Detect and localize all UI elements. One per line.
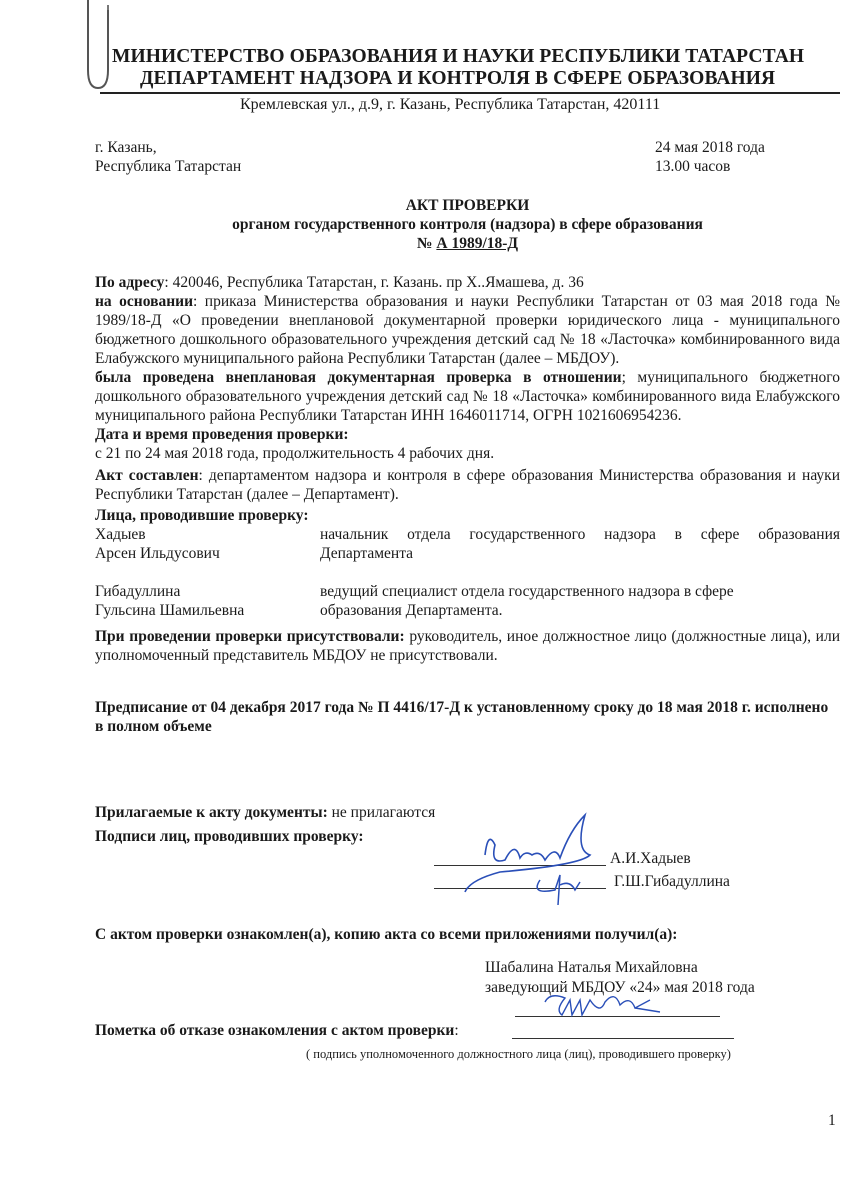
text: руководитель, иное должностное лицо (должностные лица), или уполномоченный представитель МБДОУ не присутствовали. xyxy=(95,628,841,664)
act-time: 13.00 часов xyxy=(655,158,731,175)
act-number xyxy=(95,234,840,253)
ministry-title: МИНИСТЕРСТВО ОБРАЗОВАНИЯ И НАУКИ РЕСПУБЛИКИ ТАТАРСТАН xyxy=(112,46,805,67)
act-title: АКТ ПРОВЕРКИ xyxy=(405,197,530,214)
label: Дата и время проведения проверки: xyxy=(95,426,349,443)
inspector-surname: Хадыев xyxy=(95,526,146,543)
inspector-position: начальник отдела государственного надзора в сфере образования xyxy=(320,526,840,543)
text: не прилагаются xyxy=(327,804,436,821)
recipient-name: Шабалина Наталья Михайловна xyxy=(485,959,698,976)
address-paragraph xyxy=(95,273,840,292)
inspector-position: образования Департамента. xyxy=(320,602,503,619)
number-prefix: № xyxy=(416,235,437,252)
number-value: А 1989/18-Д xyxy=(436,235,519,252)
recipient-position-date: заведующий МБДОУ «24» мая 2018 года xyxy=(485,979,755,996)
composed-paragraph xyxy=(95,466,840,504)
inspector-position: ведущий специалист отдела государственного надзора в сфере xyxy=(320,583,734,600)
inspector-row xyxy=(95,525,840,563)
act-date: 24 мая 2018 года xyxy=(655,139,765,156)
signer-2-name: Г.Ш.Гибадуллина xyxy=(614,873,730,890)
text: : 420046, Республика Татарстан, г. Казань. пр Х..Ямашева, д. 36 xyxy=(164,274,584,291)
label: была проведена внеплановая документарная проверка в отношении xyxy=(95,369,622,386)
place-city: г. Казань, xyxy=(95,139,157,156)
department-address: Кремлевская ул., д.9, г. Казань, Республика Татарстан, 420111 xyxy=(240,96,661,113)
label: Пометка об отказе ознакомления с актом проверки xyxy=(95,1022,455,1039)
inspectors-label xyxy=(95,506,840,525)
colon: : xyxy=(454,1022,459,1039)
refusal-signature-line xyxy=(512,1038,734,1039)
period-label xyxy=(95,425,840,444)
text: ; муниципального бюджетного дошкольного образовательного учреждения детский сад № 18 «Ласточка» комбинированного вида Елабужского муниципального района Республики Татарстан ИНН 1646011714, ОГРН 1021606954236. xyxy=(95,369,840,424)
period-text: с 21 по 24 мая 2018 года, продолжительность 4 рабочих дня. xyxy=(95,445,495,462)
text: : приказа Министерства образования и науки Республики Татарстан от 03 мая 2018 года № 1989/18-Д «О проведении внеплановой документарной проверки юридического лица - муниципального бюджетного дошкольного образовательного учреждения детский сад № 18 «Ласточка» комбинированного вида Елабужского муниципального района Республики Татарстан (далее – МБДОУ). xyxy=(95,293,840,367)
present-paragraph xyxy=(95,627,840,665)
label: Акт составлен xyxy=(95,467,199,484)
place-region: Республика Татарстан xyxy=(95,158,242,175)
inspector-position: Департамента xyxy=(320,545,414,562)
label: При проведении проверки присутствовали: xyxy=(95,628,405,645)
acquainted-label: С актом проверки ознакомлен(а), копию акта со всеми приложениями получил(а): xyxy=(95,926,678,943)
text: : департаментом надзора и контроля в сфере образования Министерства образования и науки Республики Татарстан (далее – Департамент). xyxy=(95,467,840,503)
act-body xyxy=(95,273,840,736)
act-subtitle: органом государственного контроля (надзора) в сфере образования xyxy=(232,216,703,233)
signer-1-name: А.И.Хадыев xyxy=(610,850,691,867)
label: Лица, проводившие проверку: xyxy=(95,507,309,524)
header-divider xyxy=(100,92,840,94)
signatures-label: Подписи лиц, проводивших проверку: xyxy=(95,828,364,845)
handwritten-signatures xyxy=(460,810,620,905)
refusal-signature-caption: ( подпись уполномоченного должностного лица (лиц), проводившего проверку) xyxy=(306,1047,731,1061)
attached-docs xyxy=(95,803,435,822)
department-title: ДЕПАРТАМЕНТ НАДЗОРА И КОНТРОЛЯ В СФЕРЕ ОБРАЗОВАНИЯ xyxy=(140,68,776,89)
refusal-note-label xyxy=(95,1021,459,1040)
inspector-name: Арсен Ильдусович xyxy=(95,545,220,562)
basis-paragraph xyxy=(95,292,840,368)
inspector-surname: Гибадуллина xyxy=(95,583,181,600)
inspector-row xyxy=(95,582,840,620)
page-number: 1 xyxy=(828,1112,836,1129)
label: на основании xyxy=(95,293,193,310)
label: Прилагаемые к акту документы: xyxy=(95,804,328,821)
inspector-name: Гульсина Шамильевна xyxy=(95,602,245,619)
inspection-paragraph xyxy=(95,368,840,425)
order-paragraph: Предписание от 04 декабря 2017 года № П 4416/17-Д к установленному сроку до 18 мая 2018 г. исполнено в полном объеме xyxy=(95,699,829,735)
label: По адресу xyxy=(95,274,165,291)
recipient-signature xyxy=(540,990,680,1020)
